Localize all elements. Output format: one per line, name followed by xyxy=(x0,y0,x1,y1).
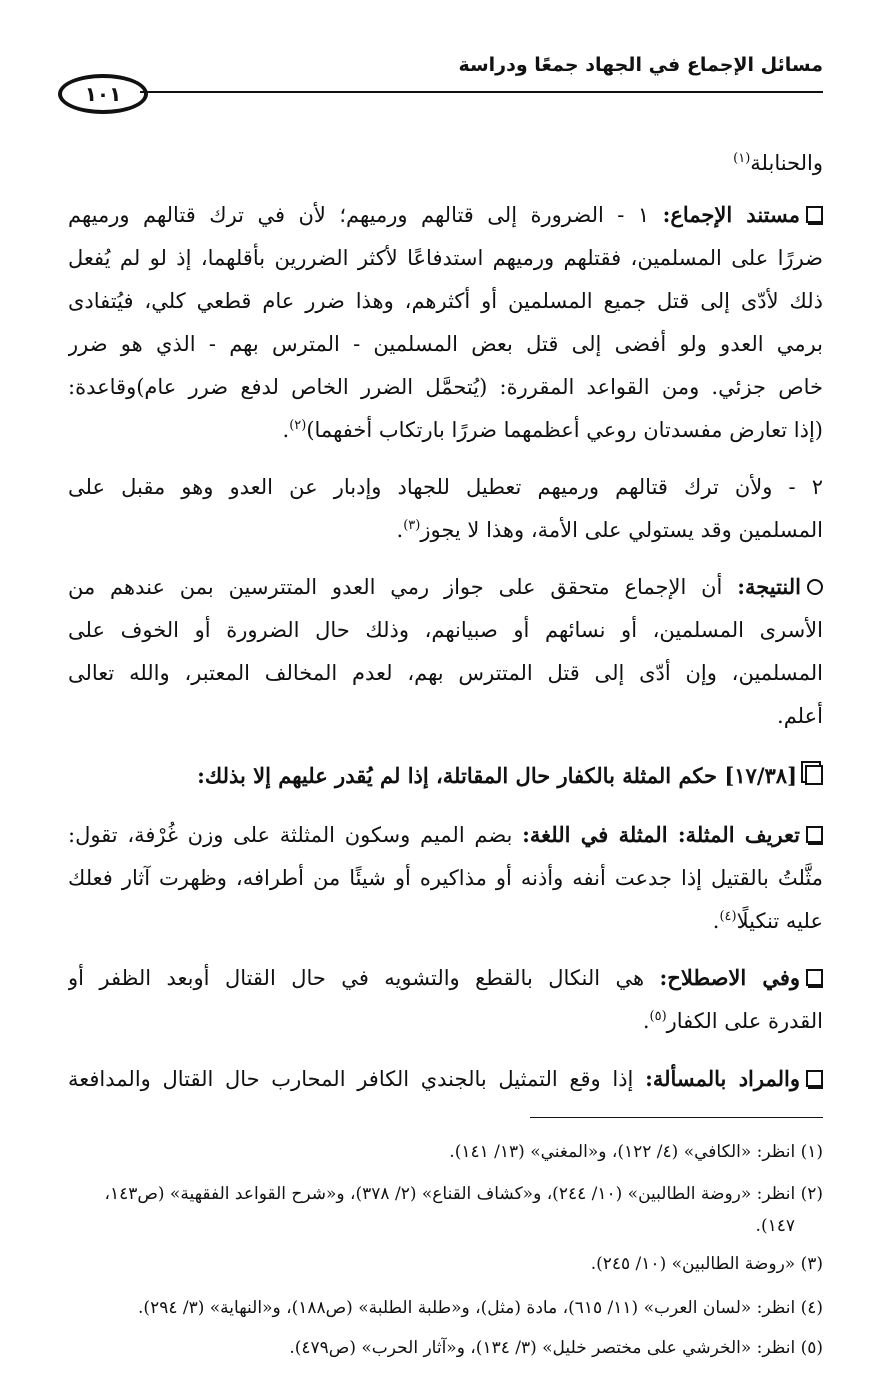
section-label: تعريف المثلة: المثلة في اللغة: xyxy=(522,822,801,847)
text-line: ٢ - ولأن ترك قتالهم ورميهم تعطيل للجهاد وإدبار عن العدو وهو مقبل على xyxy=(68,475,823,499)
text-span: بضم الميم وسكون المثلثة على وزن غُرْفة، تقول: xyxy=(68,823,523,847)
text-span: هي النكال بالقطع والتشويه في حال القتال أوبعد الظفر أو xyxy=(68,966,660,990)
square-bullet-icon xyxy=(806,1070,823,1087)
text-line: الأسرى المسلمين، أو نسائهم أو صبيانهم، وذلك حال الضرورة أو الخوف على xyxy=(68,618,823,642)
footnote: (٣) «روضة الطالبين» (١٠/ ٢٤٥). xyxy=(590,1254,823,1274)
footnote-separator xyxy=(530,1117,823,1118)
footnote-ref[interactable]: (٤) xyxy=(719,909,737,924)
text-line: أعلم. xyxy=(777,704,823,728)
square-bullet-icon xyxy=(806,969,823,986)
section-heading xyxy=(68,759,823,795)
header-rule xyxy=(140,91,823,93)
footnote-ref[interactable]: (٢) xyxy=(289,418,307,433)
text-line: المسلمين وقد يستولي على الأمة، وهذا لا يجوز$^{(٣)}$. xyxy=(396,518,823,542)
section-label: مستند الإجماع: xyxy=(662,202,800,227)
text-span: (إذا تعارض مفسدتان روعي أعظمهما ضررًا بارتكاب أخفهما) xyxy=(306,418,823,442)
footnote-ref[interactable]: (١) xyxy=(733,151,751,166)
text-line xyxy=(68,198,823,234)
text-line: ضررًا على المسلمين، فقتلهم ورميهم استدفاعًا لأكثر الضررين بأقلهما، إذ لو لم يُفعل xyxy=(68,246,823,270)
text-span: ١ - الضرورة إلى قتالهم ورميهم؛ لأن في ترك قتالهم ورميهم xyxy=(68,203,663,227)
section-label: النتيجة: xyxy=(737,574,801,599)
text-line: المسلمين، وإن أدّى إلى قتل المتترس بهم، لعدم المخالف المعتبر، والله تعالى xyxy=(68,661,823,685)
heading-text: [١٧/٣٨] حكم المثلة بالكفار حال المقاتلة، إذا لم يُقدر عليهم إلا بذلك: xyxy=(197,763,797,788)
text-span: المسلمين وقد يستولي على الأمة، وهذا لا يجوز xyxy=(420,518,823,542)
footnote-ref[interactable]: (٣) xyxy=(403,518,421,533)
page-number-badge xyxy=(58,74,148,114)
circle-bullet-icon xyxy=(807,579,823,595)
footnote: (٥) انظر: «الخرشي على مختصر خليل» (٣/ ١٣٤)، و«آثار الحرب» (ص٤٧٩). xyxy=(289,1338,823,1358)
text-span: والحنابلة xyxy=(750,151,823,175)
text-span: عليه تنكيلًا xyxy=(736,909,823,933)
running-header-title: مسائل الإجماع في الجهاد جمعًا ودراسة xyxy=(458,54,823,76)
text-line: خاص جزئي. ومن القواعد المقررة: (يُتحمَّل الضرر الخاص لدفع ضرر عام)وقاعدة: xyxy=(68,375,823,399)
text-line xyxy=(68,961,823,997)
text-span: إذا وقع التمثيل بالجندي الكافر المحارب حال القتال والمدافعة xyxy=(68,1067,646,1091)
text-line xyxy=(68,146,823,182)
text-line: عليه تنكيلًا$^{(٤)}$. xyxy=(712,909,823,933)
footnote: (١) انظر: «الكافي» (٤/ ١٢٢)، و«المغني» (١٣/ ١٤١). xyxy=(449,1142,823,1162)
footnote: (٤) انظر: «لسان العرب» (١١/ ٦١٥)، مادة (مثل)، و«طلبة الطلبة» (ص١٨٨)، و«النهاية» (٣/ ٢٩٤). xyxy=(138,1298,823,1318)
text-line xyxy=(68,818,823,854)
square-bullet-icon xyxy=(806,826,823,843)
footnote-ref[interactable]: (٥) xyxy=(649,1009,667,1024)
page-number: ١٠١ xyxy=(84,82,122,106)
text-line xyxy=(68,1062,823,1098)
text-line: ذلك لأدّى إلى قتل جميع المسلمين أو أكثرهم، وهذا ضرر عام قطعي كلي، فيُتفادى xyxy=(68,289,823,313)
footnote-continuation: ١٤٧). xyxy=(755,1216,795,1236)
text-line: مثَّلتُ بالقتيل إذا جدعت أنفه وأذنه أو مذاكيره أو شيئًا من أطرافه، وظهرت آثار فعلك xyxy=(68,866,823,890)
text-line: القدرة على الكفار$^{(٥)}$. xyxy=(642,1009,823,1033)
text-line: (إذا تعارض مفسدتان روعي أعظمهما ضررًا بارتكاب أخفهما)$^{(٢)}$. xyxy=(282,418,823,442)
footnote: (٢) انظر: «روضة الطالبين» (١٠/ ٢٤٤)، و«كشاف القناع» (٢/ ٣٧٨)، و«شرح القواعد الفقهية» (ص١٤٣، xyxy=(104,1184,823,1204)
text-span: أن الإجماع متحقق على جواز رمي العدو المتترسين بمن عندهم من xyxy=(68,575,738,599)
document-icon xyxy=(805,765,823,785)
text-line: برمي العدو ولو أفضى إلى قتل بعض المسلمين - المترس بهم - الذي هو ضرر xyxy=(68,332,823,356)
section-label: والمراد بالمسألة: xyxy=(645,1066,800,1091)
square-bullet-icon xyxy=(806,206,823,223)
section-label: وفي الاصطلاح: xyxy=(659,965,800,990)
text-span: القدرة على الكفار xyxy=(666,1009,823,1033)
text-line xyxy=(68,570,823,606)
